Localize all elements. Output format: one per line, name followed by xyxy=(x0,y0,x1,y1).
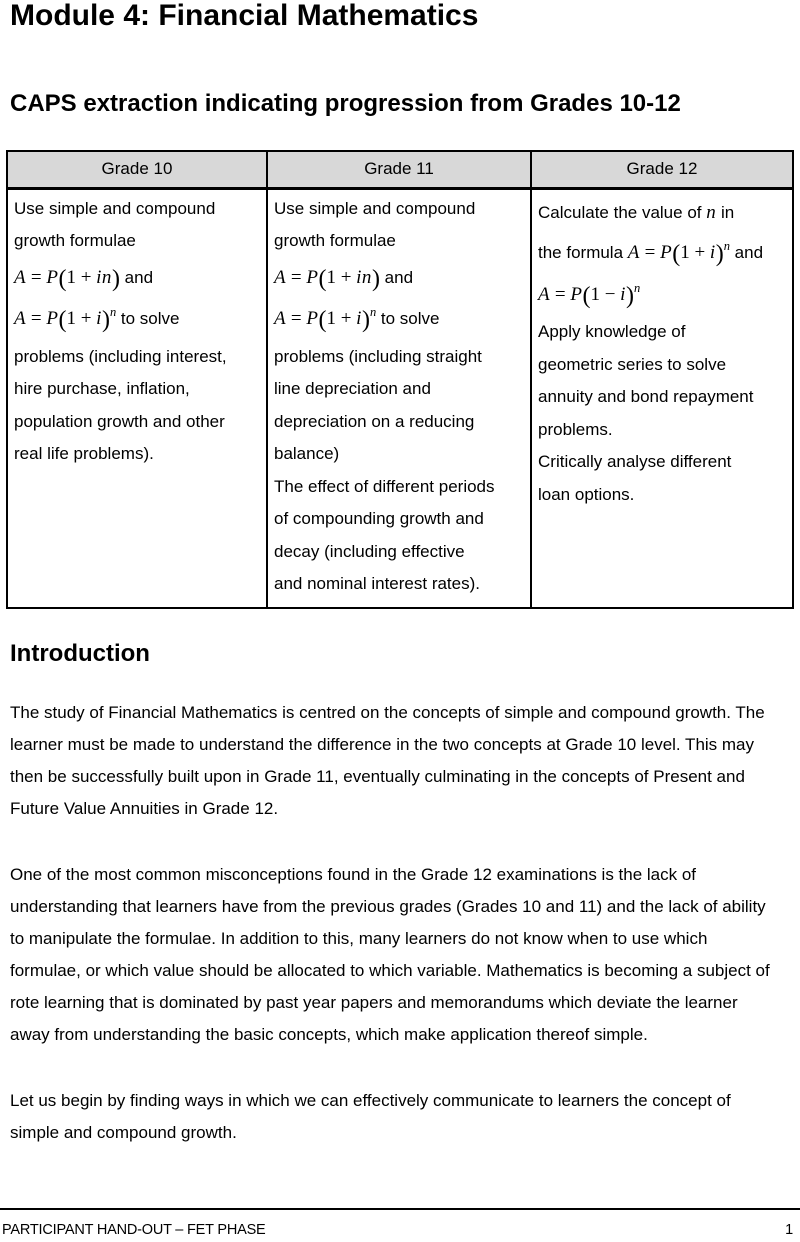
footer-page-number: 1 xyxy=(785,1222,793,1238)
introduction-body xyxy=(10,697,773,1149)
cell-line: Apply knowledge of xyxy=(538,322,686,341)
cell-line: Use simple and compound xyxy=(14,198,216,218)
cell-line: depreciation on a reducing xyxy=(274,411,475,431)
cell-line: $A = P(1 + i)^n$ to solve xyxy=(274,305,440,333)
table-header-grade-11: Grade 11 xyxy=(267,151,531,188)
page-title: Module 4: Financial Mathematics xyxy=(10,0,479,32)
cell-line: Critically analyse different xyxy=(538,452,732,471)
cell-line xyxy=(538,275,788,317)
cell-line: of compounding growth and xyxy=(274,509,484,528)
cell-line: the formula $A = P(1 + i)^n$ and xyxy=(538,239,764,267)
cell-line: A = P(1 + in) and xyxy=(274,265,414,292)
cell-line: The effect of different periods xyxy=(274,476,495,496)
intro-paragraph-3: Let us begin by finding ways in which we can effectively communicate to learners the concept of simple and compound growth. xyxy=(10,1090,731,1142)
cell-line: growth formulae xyxy=(14,231,136,250)
cell-line: $A = P(1 + i)^n$ to solve xyxy=(14,305,180,333)
table-header-row xyxy=(7,151,793,188)
cell-line: problems (including interest, xyxy=(14,346,227,366)
table-header-grade-10: Grade 10 xyxy=(7,151,267,188)
math-formula: A = P(1 + in) xyxy=(274,265,380,292)
intro-paragraph-1: The study of Financial Mathematics is centred on the concepts of simple and compound growth. The learner must be made to understand the difference in the two concepts at Grade 10 level. This may then be successfully built upon in Grade 11, eventually culminating in the concepts of Present and Future Value Annuities in Grade 12. xyxy=(10,702,765,818)
table-body-row xyxy=(7,188,793,608)
cell-line: growth formulae xyxy=(274,231,396,250)
cell-line: and nominal interest rates). xyxy=(274,574,480,593)
cell-line: problems. xyxy=(538,419,613,439)
cell-line: Use simple and compound xyxy=(274,198,476,218)
grade-11-cell xyxy=(267,188,531,608)
cell-line: annuity and bond repayment xyxy=(538,387,754,406)
table-header-grade-12: Grade 12 xyxy=(531,151,793,188)
cell-line: line depreciation and xyxy=(274,379,431,398)
cell-line: problems (including straight xyxy=(274,346,482,366)
grade-12-cell xyxy=(531,188,793,608)
caps-section-title: CAPS extraction indicating progression from Grades 10-12 xyxy=(10,90,681,117)
math-formula: $A = P(1 + i)^n$ xyxy=(274,305,377,333)
caps-progression-table xyxy=(6,150,794,609)
cell-line: population growth and other xyxy=(14,411,225,431)
cell-line: geometric series to solve xyxy=(538,354,727,374)
introduction-heading: Introduction xyxy=(10,639,150,667)
math-formula: $A = P(1 - i)^n$ xyxy=(538,280,641,309)
intro-paragraph-2: One of the most common misconceptions found in the Grade 12 examinations is the lack of understanding that learners have from the previous grades (Grades 10 and 11) and the lack of ability to manipulate the formulae. In addition to this, many learners do not know when to use which formulae, or which value should be allocated to which variable. Mathematics is becoming a subject of rote learning that is dominated by past year papers and memorandums which deviate the learner away from understanding the basic concepts, which make application thereof simple. xyxy=(10,864,770,1044)
cell-line: A = P(1 + in) and xyxy=(14,265,154,292)
math-formula: n xyxy=(706,201,717,223)
cell-line: decay (including effective xyxy=(274,541,465,561)
cell-line: real life problems). xyxy=(14,444,154,463)
cell-line: hire purchase, inflation, xyxy=(14,379,190,398)
cell-line: loan options. xyxy=(538,484,635,504)
math-formula: $A = P(1 + i)^n$ xyxy=(627,239,730,267)
page-footer xyxy=(0,1208,800,1238)
cell-line: balance) xyxy=(274,444,340,463)
math-formula: A = P(1 + in) xyxy=(14,265,120,292)
grade-10-cell xyxy=(7,188,267,608)
cell-line: Calculate the value of n in xyxy=(538,201,735,223)
math-formula: $A = P(1 + i)^n$ xyxy=(14,305,117,333)
footer-handout-label: PARTICIPANT HAND-OUT – FET PHASE xyxy=(2,1222,266,1238)
